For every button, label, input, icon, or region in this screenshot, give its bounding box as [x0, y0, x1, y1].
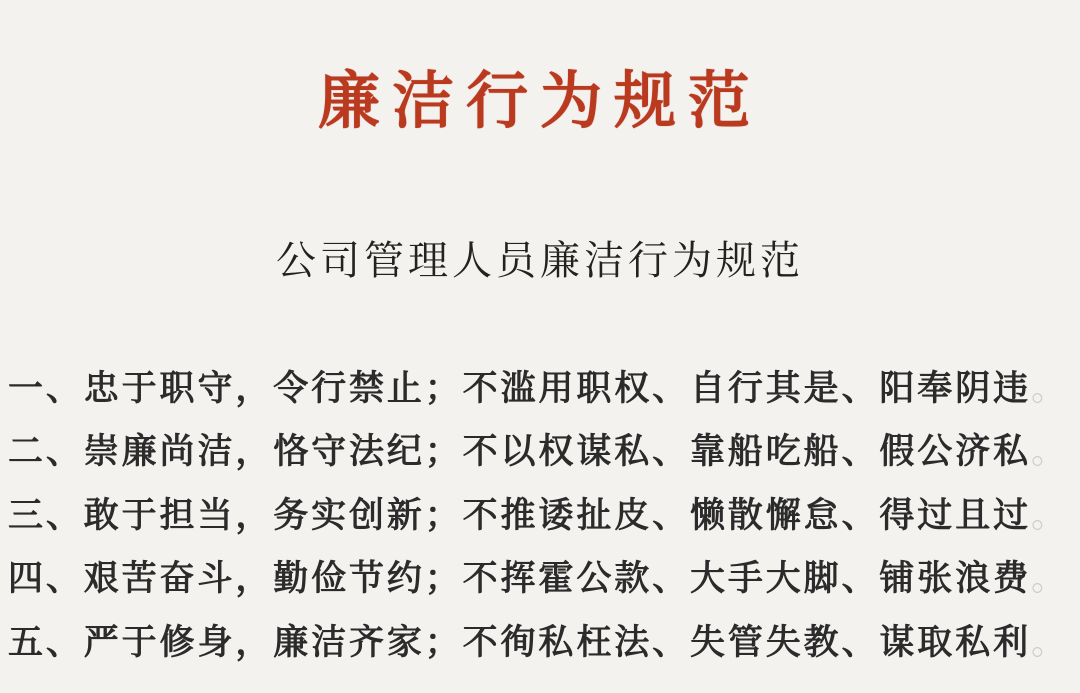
rules-list — [0, 357, 1080, 675]
rule-period: 。 — [1030, 495, 1066, 535]
rule-row-4 — [8, 547, 1066, 611]
rule-row-1 — [8, 357, 1066, 421]
rule-row-5 — [8, 611, 1066, 675]
rule-text: 敢于担当，务实创新；不推诿扯皮、懒散懈怠、得过且过 — [83, 495, 1031, 535]
rule-number: 五、 — [8, 622, 84, 662]
rule-text: 艰苦奋斗，勤俭节约；不挥霍公款、大手大脚、铺张浪费 — [83, 559, 1031, 599]
page-subtitle: 公司管理人员廉洁行为规范 — [276, 238, 804, 283]
rule-text: 忠于职守，令行禁止；不滥用职权、自行其是、阳奉阴违 — [83, 368, 1031, 408]
rule-number: 四、 — [8, 559, 84, 599]
rule-period: 。 — [1030, 368, 1066, 408]
rule-text: 崇廉尚洁，恪守法纪；不以权谋私、靠船吃船、假公济私 — [83, 432, 1031, 472]
rule-row-3 — [8, 484, 1066, 548]
rule-row-2 — [8, 420, 1066, 484]
rule-text: 严于修身，廉洁齐家；不徇私枉法、失管失教、谋取私利 — [83, 622, 1031, 662]
rule-number: 三、 — [8, 495, 84, 535]
rule-number: 一、 — [8, 368, 84, 408]
rule-period: 。 — [1030, 432, 1066, 472]
rule-number: 二、 — [8, 432, 84, 472]
rule-period: 。 — [1030, 559, 1066, 599]
page-title: 廉洁行为规范 — [317, 67, 762, 136]
rule-period: 。 — [1030, 622, 1066, 662]
